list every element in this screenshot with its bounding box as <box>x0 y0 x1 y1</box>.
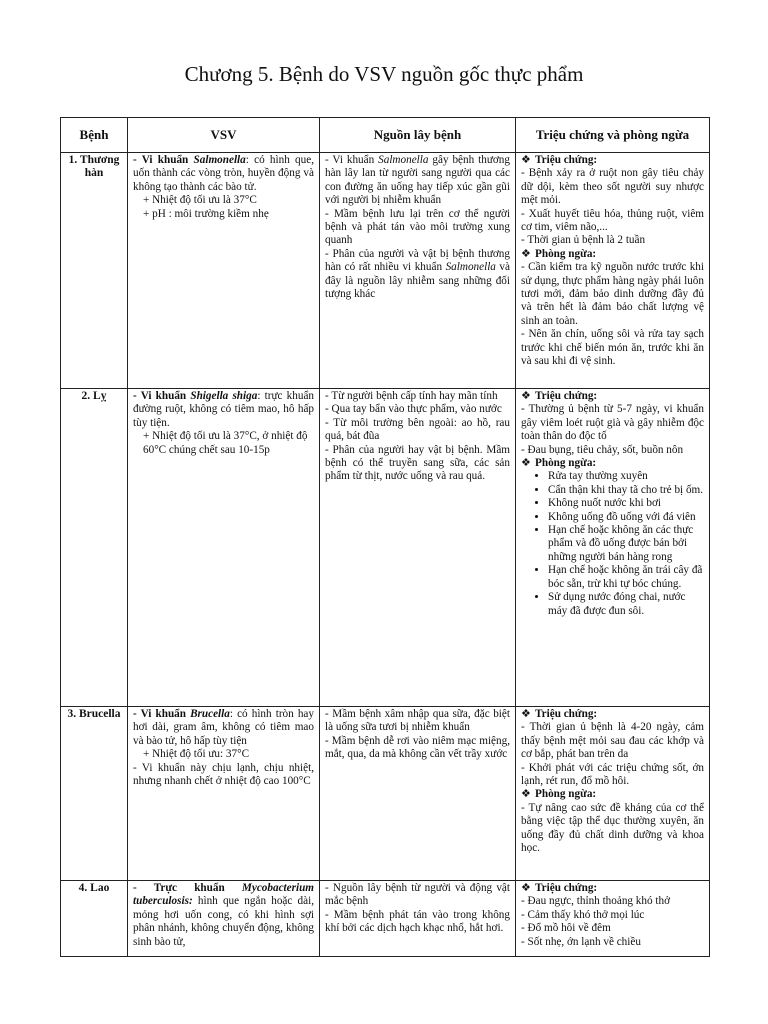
diamond-bullet-icon: ❖ <box>521 390 532 402</box>
table-header-row <box>61 118 710 153</box>
header-vsv: VSV <box>128 118 320 153</box>
source-item: - Mầm bệnh lưu lại trên cơ thể người bệnh và phát tán vào môi trường xung quanh <box>325 207 510 247</box>
symptom-item: - Đau ngực, thỉnh thoảng khó thở <box>521 895 671 908</box>
vsv-description: - Vi khuẩn Brucella: có hình tròn hay hơi dài, gram âm, không có tiêm mao và bào tử, hô hấp tùy tiện <box>133 708 314 747</box>
page-title: Chương 5. Bệnh do VSV nguồn gốc thực phẩm <box>184 62 584 86</box>
prevention-heading: ❖ Phòng ngừa: <box>521 457 597 470</box>
symptom-item: - Xuất huyết tiêu hóa, thủng ruột, viêm cơ tim, viêm não,... <box>521 207 704 234</box>
list-item: • Sử dụng nước đóng chai, nước máy đã được đun sôi. <box>548 591 704 618</box>
vsv-cell <box>128 153 320 389</box>
symptom-item: - Bệnh xảy ra ở ruột non gây tiêu chảy dữ dội, kèm theo sốt người suy nhược mệt mỏi. <box>521 167 704 207</box>
disease-name: 3. Brucella <box>61 707 128 881</box>
vsv-description: - Vi khuẩn Shigella shiga: trực khuẩn đường ruột, không có tiêm mao, hô hấp tùy tiện. <box>133 390 315 429</box>
source-item: - Vi khuẩn Salmonella gây bệnh thương hàn lây lan từ người sang người qua các con đường ăn uống hay tiếp xúc gần gũi với người bị nhiễm khuẩn <box>325 154 510 207</box>
symptom-item: - Khởi phát với các triệu chứng sốt, ớn lạnh, rét run, đổ mồ hôi. <box>521 761 704 788</box>
diamond-bullet-icon: ❖ <box>521 882 532 894</box>
disease-name: 2. Lỵ <box>61 389 128 707</box>
prevention-item: - Nên ăn chín, uống sôi và rửa tay sạch trước khi chế biến món ăn, trước khi ăn và sau khi đi vệ sinh. <box>521 328 704 368</box>
vsv-cell <box>128 881 320 957</box>
vsv-note: + Nhiệt độ tối ưu: 37°C <box>143 748 250 761</box>
source-item: - Từ môi trường bên ngoài: ao hồ, rau quả, bát đũa <box>325 416 510 443</box>
source-item: - Mầm bệnh phát tán vào trong không khí bởi các dịch hạch khạc nhổ, hắt hơi. <box>325 908 510 935</box>
source-item: - Nguồn lây bệnh từ người và động vật mắc bệnh <box>325 882 510 908</box>
list-item: • Rửa tay thường xuyên <box>548 470 704 483</box>
symptoms-cell <box>516 389 710 707</box>
disease-table <box>60 117 710 957</box>
vsv-note: + Nhiệt độ tối ưu là 37°C <box>143 194 257 207</box>
prevention-item: - Tự nâng cao sức đề kháng của cơ thể bằng việc tập thể dục thường xuyên, ăn uống đầy đủ chất dinh dưỡng và khoa học. <box>521 801 704 855</box>
list-item: • Cẩn thận khi thay tã cho trẻ bị ốm. <box>548 484 704 497</box>
source-item: - Từ người bệnh cấp tính hay mãn tính <box>325 390 498 402</box>
diamond-bullet-icon: ❖ <box>521 708 532 720</box>
list-item: • Hạn chế hoặc không ăn trái cây đã bóc sẵn, trừ khi tự bóc chúng. <box>548 564 704 591</box>
symptom-item: - Đổ mồ hôi về đêm <box>521 922 611 935</box>
table-row <box>61 881 710 957</box>
symptom-item: - Cảm thấy khó thở mọi lúc <box>521 908 645 921</box>
table-row <box>61 707 710 881</box>
symptom-item: - Thời gian ủ bệnh là 2 tuần <box>521 234 646 247</box>
diamond-bullet-icon: ❖ <box>521 457 532 470</box>
symptom-item: - Sốt nhẹ, ớn lạnh về chiều <box>521 935 641 948</box>
source-item: - Phân của người và vật bị bệnh thương hàn có rất nhiều vi khuẩn Salmonella và đây là nguồn lây nhiễm sang những đối tượng khác <box>325 247 510 301</box>
disease-name: 1. Thương hàn <box>61 153 128 389</box>
symptoms-cell <box>516 153 710 389</box>
symptoms-heading: ❖ Triệu chứng: <box>521 154 598 166</box>
list-item: • Không uống đồ uống với đá viên <box>548 511 704 524</box>
vsv-description: - Trực khuẩn Mycobacterium tuberculosis: hình que ngắn hoặc dài, mỏng hơi uốn cong, có khi hình sợi phân nhánh, không chuyển động, không sinh bào tử, <box>133 882 314 948</box>
source-item: - Mầm bệnh dễ rơi vào niêm mạc miệng, mắt, qua, da mà không cần vết trầy xước <box>325 734 510 761</box>
list-item: • Hạn chế hoặc không ăn các thực phẩm và đồ uống được bán bởi những người bán hàng rong <box>548 524 704 564</box>
vsv-note: - Vi khuẩn này chịu lạnh, chịu nhiệt, nhưng nhanh chết ở nhiệt độ cao 100°C <box>133 761 314 788</box>
vsv-note: + pH : môi trường kiềm nhẹ <box>143 207 269 220</box>
vsv-cell <box>128 707 320 881</box>
table-row <box>61 389 710 707</box>
source-cell <box>320 707 516 881</box>
diamond-bullet-icon: ❖ <box>521 788 532 801</box>
source-item: - Qua tay bẩn vào thực phẩm, vào nước <box>325 403 502 416</box>
symptoms-heading: ❖ Triệu chứng: <box>521 390 598 402</box>
vsv-cell <box>128 389 320 707</box>
table-row <box>61 153 710 389</box>
source-cell <box>320 389 516 707</box>
symptoms-cell <box>516 707 710 881</box>
source-item: - Mầm bệnh xâm nhập qua sữa, đặc biệt là uống sữa tươi bị nhiễm khuẩn <box>325 708 510 734</box>
header-source: Nguồn lây bệnh <box>320 118 516 153</box>
prevention-heading: ❖ Phòng ngừa: <box>521 247 597 260</box>
symptoms-heading: ❖ Triệu chứng: <box>521 882 598 894</box>
prevention-item: - Cần kiểm tra kỹ nguồn nước trước khi sử dụng, thực phẩm hàng ngày phải luôn tươi mới, đảm bảo dinh dưỡng đầy đủ và trên hết là đảm bảo chất lượng vệ sinh an toàn. <box>521 261 704 327</box>
prevention-heading: ❖ Phòng ngừa: <box>521 788 597 801</box>
vsv-note: + Nhiệt độ tối ưu là 37°C, ở nhiệt độ 60°C chúng chết sau 10-15p <box>143 430 308 456</box>
symptoms-cell <box>516 881 710 957</box>
disease-name: 4. Lao <box>61 881 128 957</box>
diamond-bullet-icon: ❖ <box>521 247 532 260</box>
symptom-item: - Thời gian ủ bệnh là 4-20 ngày, cảm thấy bệnh mệt mỏi sau đau các khớp và cơ bắp, phát ban trên da <box>521 721 704 761</box>
symptoms-heading: ❖ Triệu chứng: <box>521 708 598 720</box>
symptom-item: - Đau bụng, tiêu chảy, sốt, buồn nôn <box>521 443 684 456</box>
list-item: • Không nuốt nước khi bơi <box>548 497 704 510</box>
prevention-list <box>521 470 704 617</box>
vsv-description: - Vi khuẩn Salmonella: có hình que, uốn thành các vòng tròn, huyền động và không tạo thành các bào tử. <box>133 154 314 193</box>
symptom-item: - Thường ủ bệnh từ 5-7 ngày, vi khuẩn gây viêm loét ruột già và gây nhiễm độc toàn thân do độc tố <box>521 403 704 443</box>
header-disease: Bệnh <box>61 118 128 153</box>
source-item: - Phân của người hay vật bị bệnh. Mầm bệnh có thể truyền sang sữa, các sản phẩm từ thịt, nước uống và rau quả. <box>325 443 510 483</box>
source-cell <box>320 153 516 389</box>
diamond-bullet-icon: ❖ <box>521 154 532 166</box>
header-symptoms: Triệu chứng và phòng ngừa <box>516 118 710 153</box>
source-cell <box>320 881 516 957</box>
